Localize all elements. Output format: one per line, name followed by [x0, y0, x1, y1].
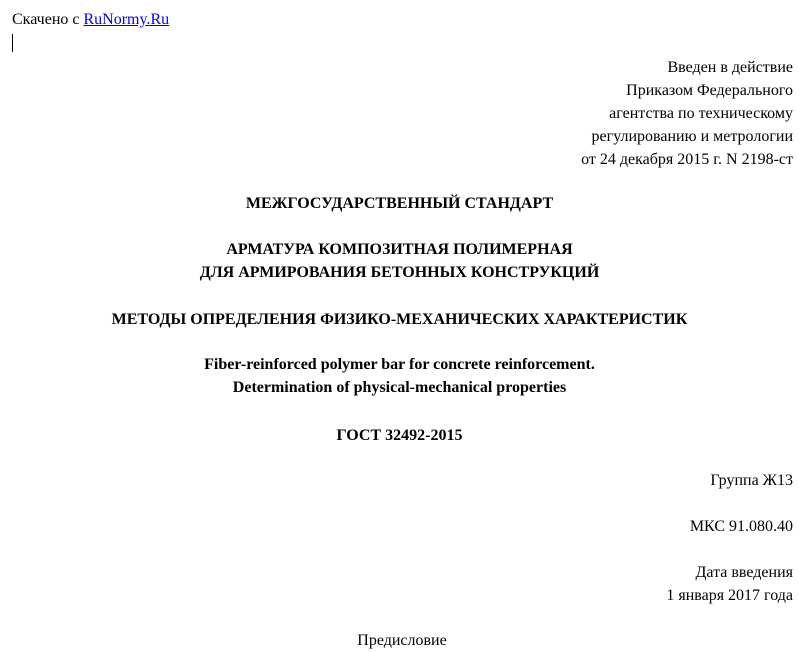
intro-date-label: Дата введения [695, 564, 793, 581]
enactment-line: от 24 декабря 2015 г. N 2198-ст [581, 151, 793, 168]
intro-date-value: 1 января 2017 года [666, 587, 793, 604]
title-ru [0, 238, 799, 284]
title-en-line: Determination of physical-mechanical properties [232, 379, 567, 396]
runormy-link[interactable]: RuNormy.Ru [83, 11, 170, 28]
subtitle-ru: МЕТОДЫ ОПРЕДЕЛЕНИЯ ФИЗИКО-МЕХАНИЧЕСКИХ ХАРАКТЕРИСТИК [111, 311, 688, 328]
title-en-line: Fiber-reinforced polymer bar for concrete reinforcement. [204, 356, 595, 373]
mks-code: МКС 91.080.40 [689, 518, 793, 535]
enactment-line: регулированию и метрологии [591, 128, 793, 145]
title-ru-line: АРМАТУРА КОМПОЗИТНАЯ ПОЛИМЕРНАЯ [226, 241, 573, 258]
title-ru-line: ДЛЯ АРМИРОВАНИЯ БЕТОННЫХ КОНСТРУКЦИЙ [199, 264, 600, 281]
source-prefix: Скачено с [12, 11, 84, 28]
title-en [0, 353, 799, 399]
enactment-line: Введен в действие [667, 59, 793, 76]
enactment-line: Приказом Федерального [626, 82, 793, 99]
foreword-heading: Предисловие [357, 632, 447, 649]
enactment-block [581, 56, 793, 171]
intro-date [666, 561, 793, 607]
source-note [12, 9, 169, 31]
gost-number: ГОСТ 32492-2015 [336, 427, 463, 444]
group-code: Группа Ж13 [710, 472, 793, 489]
enactment-line: агентства по техническому [609, 105, 793, 122]
standard-type-heading: МЕЖГОСУДАРСТВЕННЫЙ СТАНДАРТ [245, 195, 554, 212]
text-cursor [12, 34, 13, 52]
